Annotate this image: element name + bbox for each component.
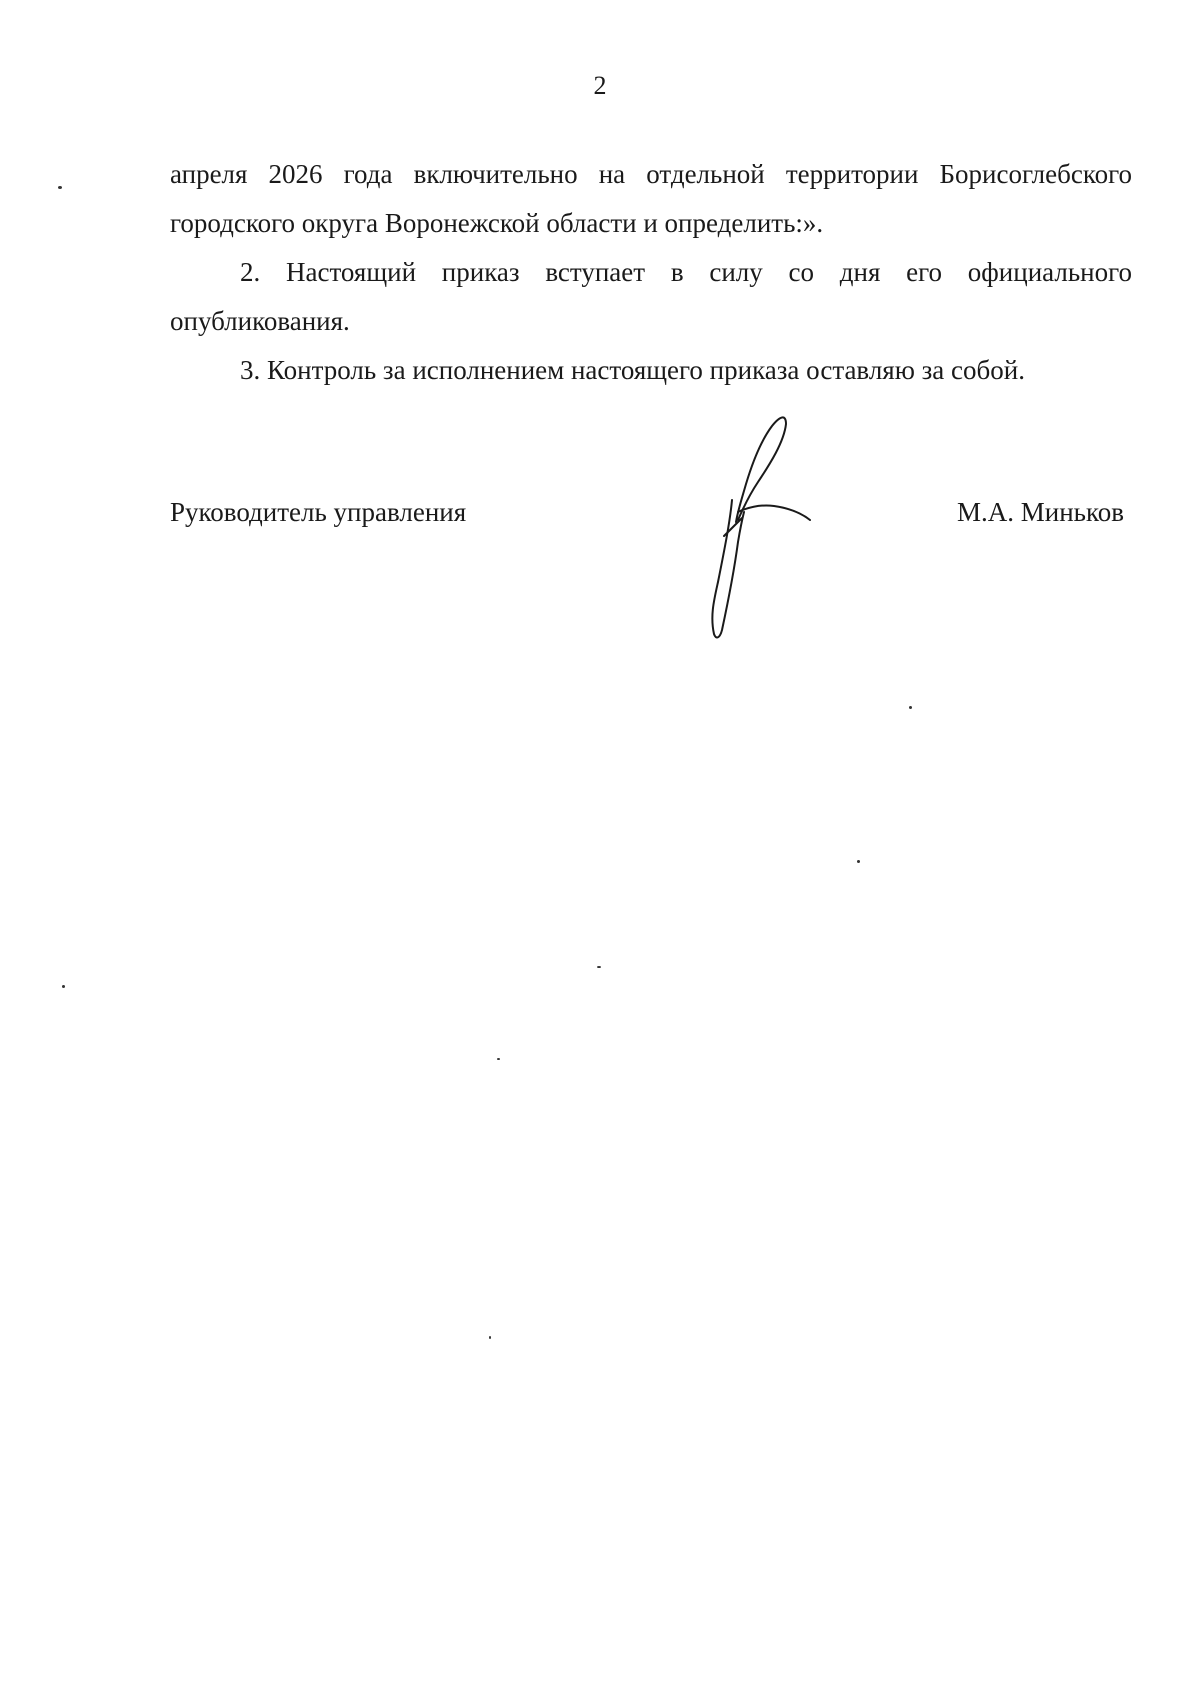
scan-speck (857, 860, 860, 863)
position-title: Руководитель управления (170, 497, 467, 527)
handwritten-signature-icon (700, 412, 830, 642)
scan-speck (62, 985, 65, 988)
paragraph-item-3: 3. Контроль за исполнением настоящего приказа оставляю за собой. (240, 355, 1025, 385)
paragraph-continuation: апреля 2026 года включительно на отдельной территории Борисоглебского городского округа Воронежской области и определить:». (170, 159, 1132, 238)
scan-speck (909, 706, 912, 709)
scan-speck (597, 966, 601, 968)
signer-name: М.А. Миньков (957, 497, 1124, 527)
scan-speck (497, 1058, 500, 1060)
scan-speck (489, 1336, 491, 1339)
document-body (170, 150, 1132, 395)
scan-speck (58, 186, 62, 189)
paragraph-item-2: 2. Настоящий приказ вступает в силу со дня его официального опубликования. (170, 257, 1132, 336)
signature-block (170, 492, 1132, 532)
page-number: 2 (593, 71, 607, 100)
